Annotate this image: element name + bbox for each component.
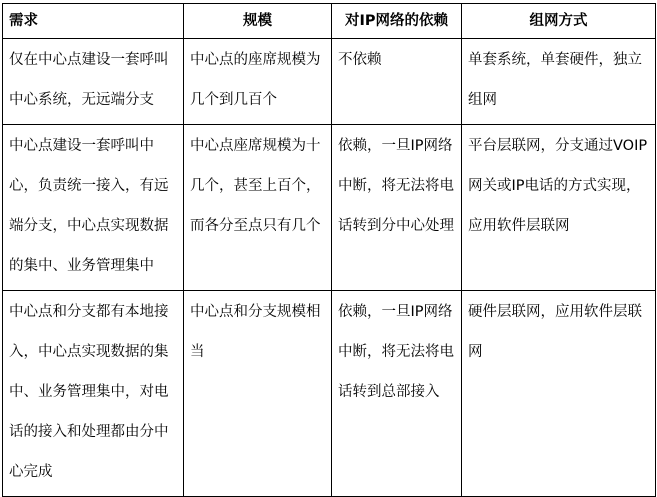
table-row <box>3 125 656 291</box>
cell-text: 仅在中心点建设一套呼叫中心系统，无远端分支 <box>9 52 169 108</box>
cell-scale <box>184 125 332 291</box>
network-requirements-table <box>2 3 656 497</box>
cell-text: 不依赖 <box>338 52 382 68</box>
cell-scale <box>184 291 332 497</box>
cell-ip-dependency <box>332 39 462 125</box>
header-ip-dependency: 对IP网络的依赖 <box>332 4 462 39</box>
cell-requirement <box>3 291 184 497</box>
table-row <box>3 39 656 125</box>
cell-text: 中心点的座席规模为几个到几百个 <box>190 52 321 108</box>
cell-text: 中心点建设一套呼叫中心，负责统一接入，有远端分支，中心点实现数据的集中、业务管理集中 <box>9 138 169 274</box>
cell-text: 平台层联网，分支通过VOIP网关或IP电话的方式实现，应用软件层联网 <box>468 138 648 234</box>
cell-text: 硬件层联网，应用软件层联网 <box>468 304 642 360</box>
cell-networking-mode <box>462 39 656 125</box>
header-requirement: 需求 <box>3 4 184 39</box>
header-row <box>3 4 656 39</box>
header-networking-mode: 组网方式 <box>462 4 656 39</box>
header-scale: 规模 <box>184 4 332 39</box>
table-row <box>3 291 656 497</box>
cell-ip-dependency <box>332 125 462 291</box>
cell-scale <box>184 39 332 125</box>
cell-networking-mode <box>462 125 656 291</box>
cell-text: 中心点和分支都有本地接入，中心点实现数据的集中、业务管理集中，对电话的接入和处理都由分中心完成 <box>9 304 169 480</box>
cell-text: 中心点和分支规模相当 <box>190 304 321 360</box>
cell-text: 中心点座席规模为十几个，甚至上百个，而各分至点只有几个 <box>190 138 321 234</box>
cell-requirement <box>3 39 184 125</box>
cell-text: 依赖，一旦IP网络中断，将无法将电话转到总部接入 <box>338 304 454 400</box>
cell-requirement <box>3 125 184 291</box>
cell-ip-dependency <box>332 291 462 497</box>
cell-text: 单套系统，单套硬件，独立组网 <box>468 52 642 108</box>
cell-networking-mode <box>462 291 656 497</box>
cell-text: 依赖，一旦IP网络中断，将无法将电话转到分中心处理 <box>338 138 454 234</box>
